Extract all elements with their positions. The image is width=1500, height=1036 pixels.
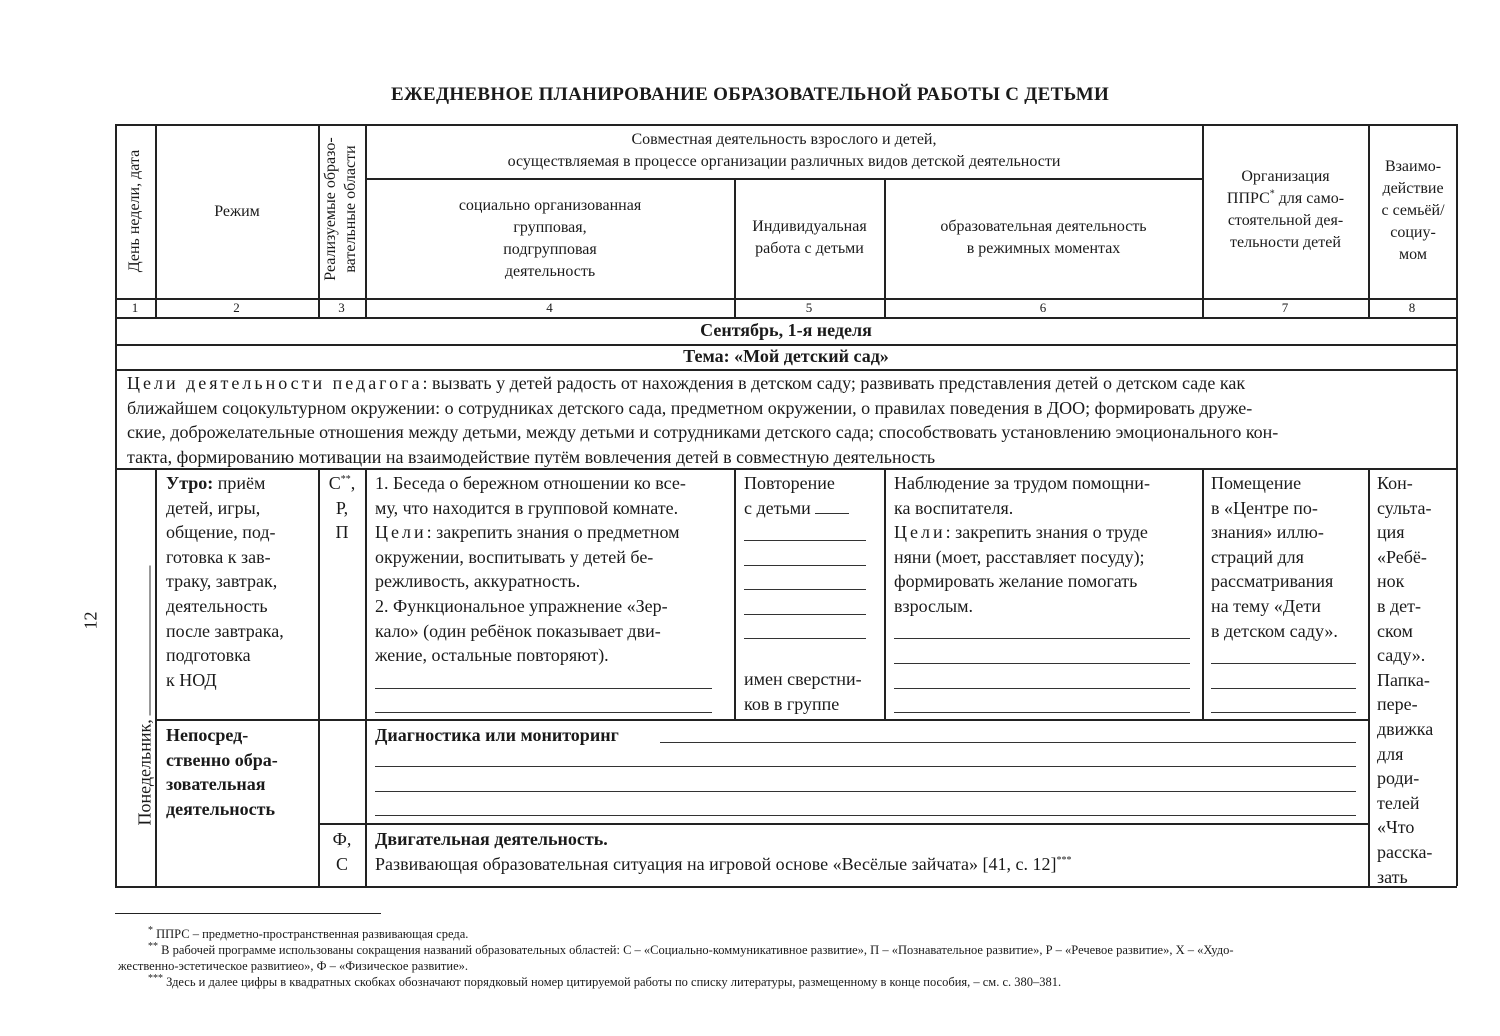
blank-line [894, 638, 1190, 639]
column-number: 1 [131, 300, 139, 315]
column-number: 2 [233, 300, 240, 315]
header-col7: Организация ППРС* для само- стоятельной дея- тельности детей [1226, 168, 1345, 251]
column-number: 3 [338, 300, 345, 315]
header-regime: Режим [214, 203, 260, 220]
header-day-date: День недели, дата [126, 149, 143, 273]
morning-routine-activity: Наблюдение за трудом помощни- ка воспитателя. Цели: закрепить знания о труде няни (моет, расставляет посуду); формировать желание помогать взрослым. [894, 473, 1150, 616]
nod-areas: Ф, С [332, 829, 352, 874]
blank-line [744, 540, 866, 541]
blank-line [744, 614, 866, 615]
nod-regime: Непосред- ственно обра- зовательная деятельность [166, 725, 278, 819]
family-interaction: Кон- сульта- ция «Ребё- нок в дет- ском саду». Папка- пере- движка для роди- телей «Что расска- зать [1377, 473, 1434, 887]
blank-line [1211, 663, 1356, 664]
header-joint-activity: Совместная деятельность взрослого и детей, осуществляемая в процессе организации различных видов детской деятельности [507, 131, 1061, 170]
blank-line [375, 791, 1356, 792]
blank-line [375, 712, 712, 713]
day-label: Понедельник, [135, 506, 156, 826]
blank-line [375, 766, 1356, 767]
blank-line [660, 742, 1356, 743]
blank-line [894, 712, 1190, 713]
page-number: 12 [80, 611, 101, 630]
morning-areas: С**, Р, П [328, 473, 356, 543]
header-col5: Индивидуальная работа с детьми [752, 218, 867, 257]
blank-line [894, 688, 1190, 689]
column-number: 8 [1408, 300, 1416, 315]
morning-environment: Помещение в «Центре по- знания» иллю- страций для рассматривания на тему «Дети в детском саду». [1211, 473, 1338, 641]
column-number: 4 [546, 300, 553, 315]
morning-individual-work: Повторение с детьми [744, 471, 849, 520]
footnote-divider [115, 913, 381, 914]
blank-line [1211, 712, 1356, 713]
morning-individual-work-end: имен сверстни- ков в группе [744, 669, 862, 714]
header-col6: образовательная деятельность в режимных моментах [940, 218, 1147, 257]
goals-label: Цели деятельности педагога [127, 373, 423, 393]
blank-line [375, 815, 1356, 816]
blank-line [375, 688, 712, 689]
diagnostics-label: Диагностика или мониторинг [375, 725, 619, 745]
footnotes: * ППРС – предметно-пространственная развивающая среда. ** В рабочей программе использованы сокращения названий образовательных областей: С – «Социально-коммуникативное развитие», П – «Познавательное развитие», Р – «Речевое развитие», Х – «Худо- жественно-эстетическое развитиео», Ф – «Физическое развитие». *** Здесь и далее цифры в квадратных скобках обозначают порядковый номер цитируемой работы по списку литературы, размещенному в конце пособия, – см. с. 380–381. [118, 924, 1234, 989]
blank-line [744, 589, 866, 590]
theme-title: Тема: «Мой детский сад» [683, 346, 889, 366]
blank-line [1211, 688, 1356, 689]
morning-group-activity: 1. Беседа о бережном отношении ко все- му, что находится в групповой комнате. Цели: закрепить знания о предметном окружении, воспитывать у детей бе- режливость, аккуратность. 2. Функциональное упражнение «Зер- кало» (один ребёнок показывает дви- жение, остальные повторяют). [375, 473, 686, 666]
column-number: 5 [805, 300, 813, 315]
morning-regime: Утро: приём детей, игры, общение, под- готовка к зав- траку, завтрак, деятельность после завтрака, подготовка к НОД [166, 473, 284, 690]
header-col4: социально организованная групповая, подгрупповая деятельность [458, 197, 642, 280]
column-number: 7 [1281, 300, 1289, 315]
page-title: ЕЖЕДНЕВНОЕ ПЛАНИРОВАНИЕ ОБРАЗОВАТЕЛЬНОЙ РАБОТЫ С ДЕТЬМИ [390, 84, 1110, 105]
blank-line [894, 663, 1190, 664]
header-col8: Взаимо- действие с семьёй/ социу- мом [1381, 158, 1445, 263]
column-number: 6 [1039, 300, 1047, 315]
blank-line [744, 638, 866, 639]
week-title: Сентябрь, 1-я неделя [700, 320, 872, 340]
blank-line [744, 565, 866, 566]
header-edu-areas: Реализуемые образо- вательные области [322, 137, 359, 281]
teacher-goals: Цели деятельности педагога: вызвать у детей радость от нахождения в детском саду; развивать представления детей о детском саде как ближайшем соцокультурном окружении: о сотрудниках детского сада, предметном окружении, о правилах поведения в ДОО; формировать друже- ские, доброжелательные отношения между детьми, между детьми и сотрудниками детского сада; способствовать установлению эмоционального кон- такта, формированию мотивации на взаимодействие путём вовлечения детей в совместную деятельность [127, 373, 1279, 467]
motor-activity: Двигательная деятельность. Развивающая образовательная ситуация на игровой основе «Весёлые зайчата» [41, с. 12]*** [375, 829, 1072, 874]
